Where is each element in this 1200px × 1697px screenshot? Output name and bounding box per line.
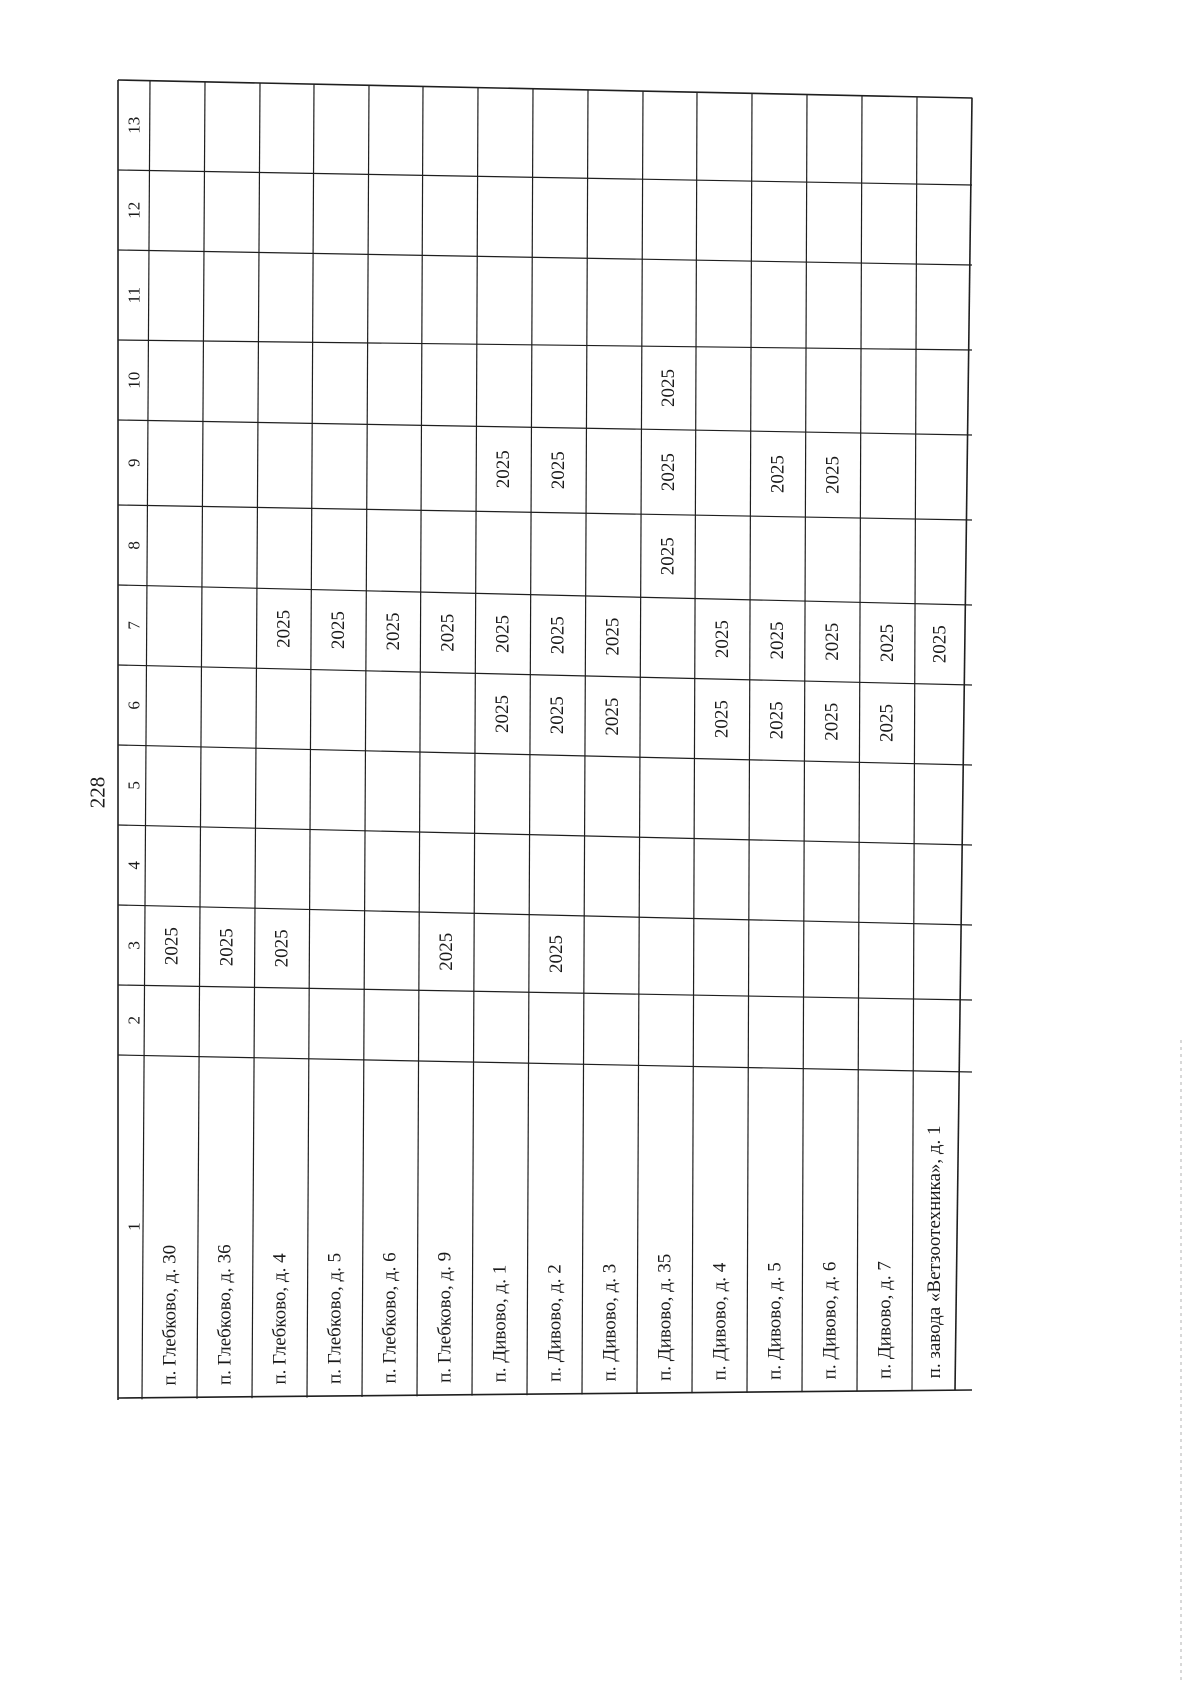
grid-line <box>472 88 478 1396</box>
grid-line <box>118 905 972 925</box>
grid-line <box>118 585 972 605</box>
year-cell: 2025 <box>161 927 183 966</box>
year-cell: 2025 <box>492 615 514 654</box>
grid-line <box>955 98 972 1391</box>
year-cell: 2025 <box>876 624 898 663</box>
scan-edge-artifact <box>1180 1040 1182 1680</box>
year-cell: 2025 <box>547 696 569 735</box>
header-cell: 12 <box>124 201 144 219</box>
grid-line <box>802 94 807 1392</box>
grid-line <box>118 985 972 1000</box>
year-cell: 2025 <box>437 613 459 652</box>
row-address: п. Дивово, д. 35 <box>654 1253 676 1381</box>
row-address: п. Дивово, д. 6 <box>819 1261 841 1380</box>
grid-line <box>307 84 314 1397</box>
year-cell: 2025 <box>273 609 295 648</box>
row-address: п. Дивово, д. 3 <box>599 1263 621 1382</box>
grid-line <box>142 81 150 1399</box>
year-cell: 2025 <box>766 701 788 740</box>
year-cell: 2025 <box>436 932 458 971</box>
grid-line <box>118 1390 972 1398</box>
year-cell: 2025 <box>822 456 844 495</box>
year-cell: 2025 <box>271 929 293 968</box>
grid-line <box>252 83 260 1398</box>
year-cell: 2025 <box>711 700 733 739</box>
header-cell: 6 <box>124 701 144 710</box>
year-cell: 2025 <box>657 537 679 576</box>
grid-line <box>118 420 972 435</box>
year-cell: 2025 <box>766 621 788 660</box>
grid-line <box>197 82 205 1399</box>
row-address: п. Дивово, д. 1 <box>489 1264 511 1383</box>
grid-line <box>118 250 972 265</box>
header-cell: 3 <box>124 941 144 950</box>
year-cell: 2025 <box>767 455 789 494</box>
header-cell: 5 <box>124 781 144 790</box>
grid-line <box>582 90 588 1395</box>
year-cell: 2025 <box>493 450 515 489</box>
row-address: п. завода «Ветзоотехника», д. 1 <box>923 1125 945 1379</box>
grid-line <box>118 1055 972 1072</box>
year-cell: 2025 <box>657 453 679 492</box>
row-address: п. Глебково, д. 9 <box>434 1251 456 1383</box>
table-grid <box>118 80 972 1400</box>
row-address: п. Глебково, д. 36 <box>214 1244 236 1385</box>
grid-line <box>118 340 972 350</box>
grid-line <box>692 92 697 1393</box>
header-cell: 11 <box>124 287 144 304</box>
year-cell: 2025 <box>492 695 514 734</box>
year-cell: 2025 <box>216 928 238 967</box>
grid-line <box>912 97 917 1392</box>
row-address: п. Глебково, д. 30 <box>159 1244 181 1386</box>
row-address: п. Дивово, д. 2 <box>544 1264 566 1382</box>
grid-line <box>362 86 369 1398</box>
header-cell: 4 <box>124 861 144 870</box>
year-cell: 2025 <box>546 934 568 973</box>
header-cell: 2 <box>124 1016 144 1025</box>
year-cell: 2025 <box>711 620 733 659</box>
year-cell: 2025 <box>547 616 569 655</box>
header-cell: 8 <box>124 541 144 550</box>
year-cell: 2025 <box>821 622 843 661</box>
grid-line <box>118 80 972 98</box>
grid-line <box>118 665 972 685</box>
grid-line <box>118 825 972 845</box>
year-cell: 2025 <box>382 612 404 651</box>
row-address: п. Дивово, д. 7 <box>874 1261 896 1379</box>
year-cell: 2025 <box>929 625 951 664</box>
grid-line <box>637 91 643 1394</box>
header-cell: 7 <box>124 621 144 630</box>
year-cell: 2025 <box>548 451 570 490</box>
year-cell: 2025 <box>821 702 843 741</box>
header-cell: 9 <box>124 458 144 468</box>
table-cells <box>125 117 951 1386</box>
year-cell: 2025 <box>602 697 624 736</box>
header-cell: 13 <box>124 116 144 134</box>
grid-line <box>118 745 972 765</box>
row-address: п. Глебково, д. 4 <box>269 1253 291 1385</box>
year-cell: 2025 <box>602 617 624 656</box>
row-address: п. Глебково, д. 6 <box>379 1252 401 1384</box>
row-address: п. Дивово, д. 5 <box>764 1262 786 1380</box>
grid-line <box>857 95 862 1391</box>
grid-line <box>118 170 972 185</box>
row-address: п. Глебково, д. 5 <box>324 1252 346 1384</box>
row-address: п. Дивово, д. 4 <box>709 1262 731 1381</box>
year-cell: 2025 <box>658 369 680 408</box>
grid-line <box>527 89 533 1395</box>
grid-line <box>747 93 752 1393</box>
page-number: 228 <box>85 776 110 809</box>
grid-line <box>118 505 972 520</box>
grid-line <box>417 87 423 1397</box>
year-cell: 2025 <box>328 611 350 650</box>
year-cell: 2025 <box>876 704 898 743</box>
header-cell: 1 <box>124 1222 144 1231</box>
header-cell: 10 <box>124 371 144 389</box>
